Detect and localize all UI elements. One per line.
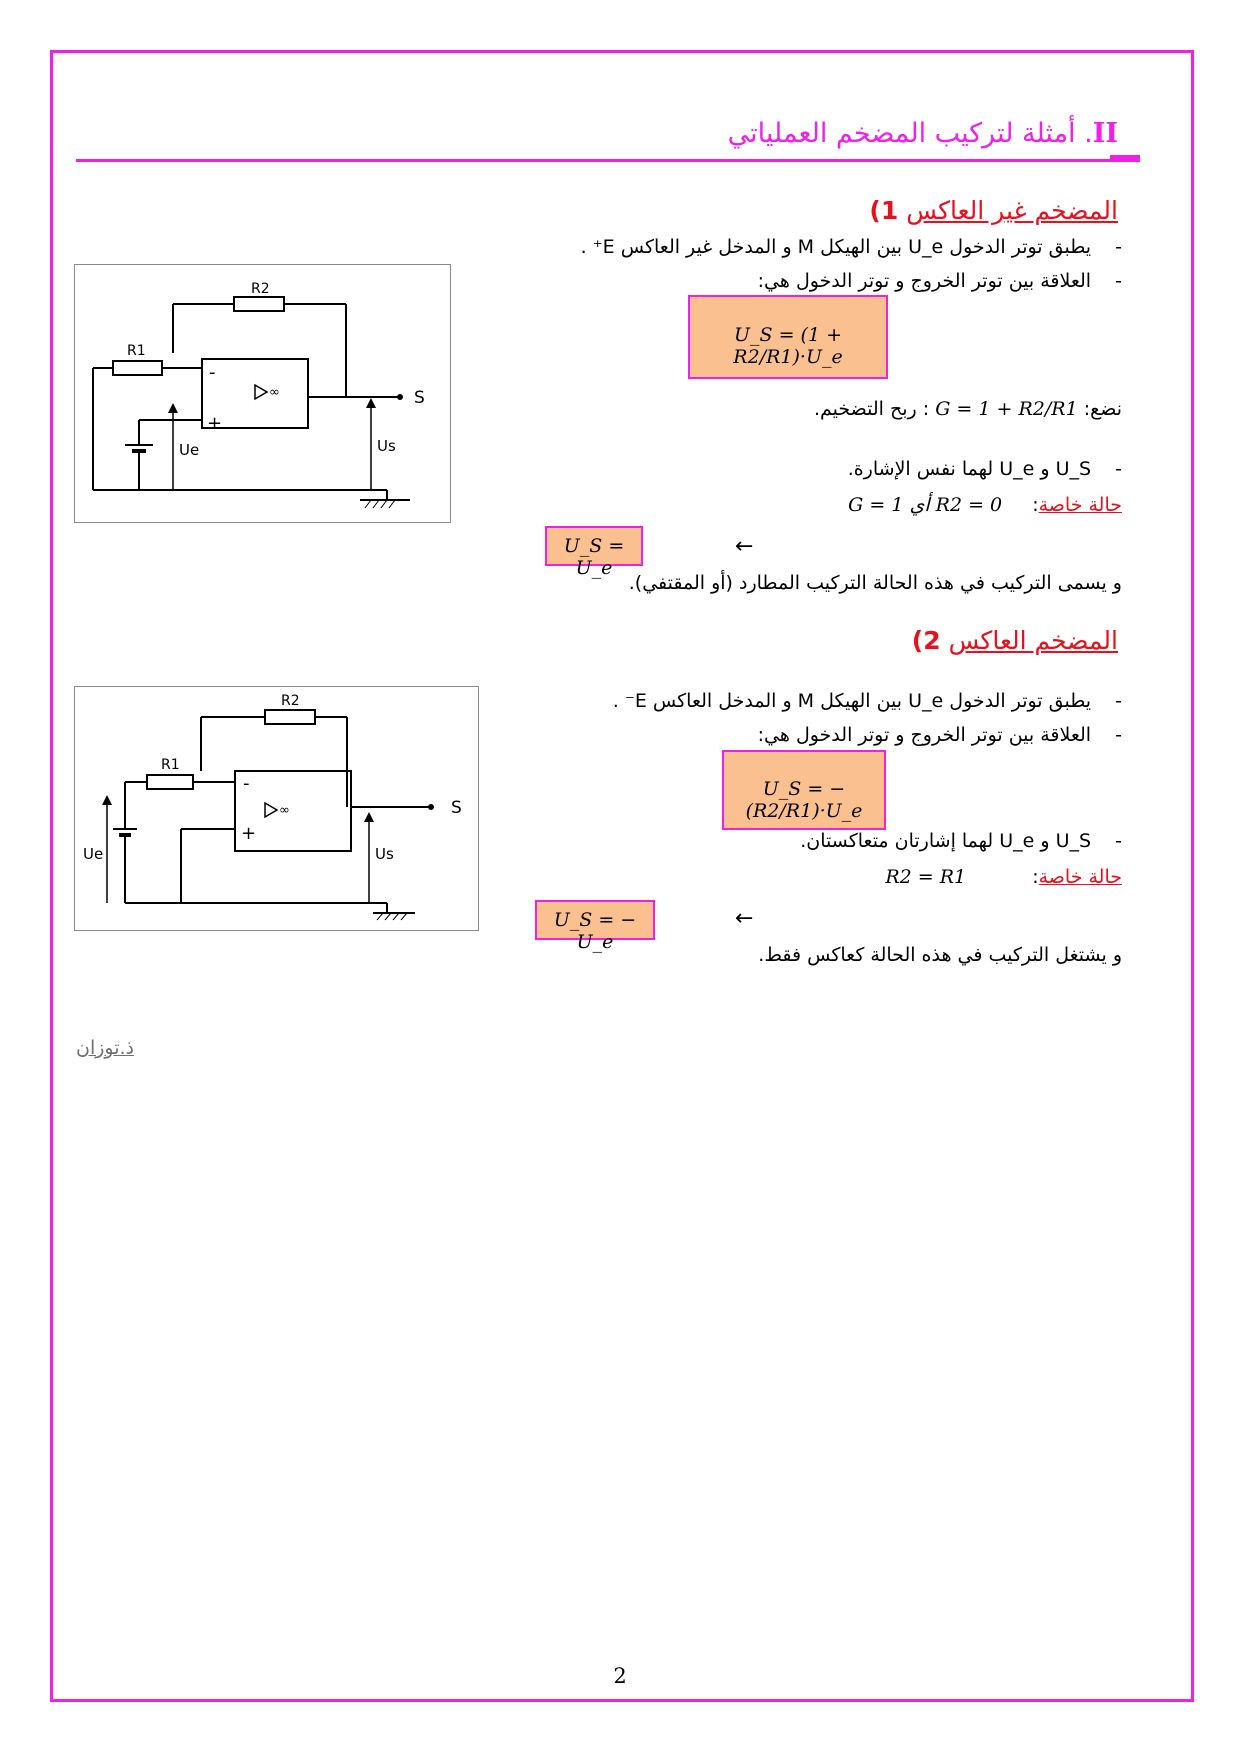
section2-special-text: R2 = R1 [885, 866, 967, 888]
section2-formula: U_S = −(R2/R1)·U_e [745, 778, 863, 822]
section1-arrow: ← [735, 534, 754, 559]
section1-line3: - U_S و U_e لهما نفس الإشارة. [847, 458, 1122, 480]
section1-line2: - العلاقة بين توتر الخروج و توتر الدخول هي: [757, 270, 1122, 292]
section2-line4 [758, 944, 1122, 966]
author-link[interactable] [76, 1037, 134, 1059]
section1-special-label: حالة خاصة [1038, 494, 1122, 516]
section1-line1: - يطبق توتر الدخول U_e بين الهيكل M و المدخل غير العاكس E⁺ . [580, 236, 1122, 258]
section2-line2: - العلاقة بين توتر الخروج و توتر الدخول هي: [757, 724, 1122, 746]
section1-gain-formula: G = 1 + R2/R1 [935, 398, 1078, 420]
r2-label: R2 [281, 693, 300, 709]
section2-line3-text: U_S و U_e لهما إشارتان متعاكستان. [800, 830, 1092, 852]
infinity-sign: ∞ [279, 803, 290, 818]
infinity-sign: ∞ [269, 385, 280, 400]
section1-result: U_S = U_e [563, 535, 625, 579]
r1-label: R1 [161, 757, 180, 773]
heading-underline [76, 159, 1140, 162]
section2-line2-text: العلاقة بين توتر الخروج و توتر الدخول هي: [757, 724, 1092, 746]
section1-special-text: R2 = 0 أي G = 1 [848, 494, 1003, 516]
section1-number: 1) [869, 196, 899, 225]
us-label: Us [377, 437, 396, 455]
section2-heading [912, 626, 1118, 655]
section2-line1: - يطبق توتر الدخول U_e بين الهيكل M و المدخل العاكس E⁻ . [612, 690, 1122, 712]
section1-heading [869, 196, 1118, 225]
section2-result-box [535, 900, 655, 953]
section1-gain-line [814, 398, 1122, 420]
section1-line1-text: يطبق توتر الدخول U_e بين الهيكل M و المدخل غير العاكس E⁺ . [580, 236, 1092, 258]
section2-line1-text: يطبق توتر الدخول U_e بين الهيكل M و المدخل العاكس E⁻ . [612, 690, 1092, 712]
section2-number: 2) [911, 626, 941, 655]
section1-gain-text: : ربح التضخيم. [813, 398, 930, 420]
section1-line3-text: U_S و U_e لهما نفس الإشارة. [847, 458, 1092, 480]
ue-label: Ue [179, 441, 200, 459]
section1-line4-text: و يسمى التركيب في هذه الحالة التركيب المطارد (أو المقتفي). [628, 572, 1122, 594]
non-inverting-circuit-figure [74, 264, 451, 523]
r2-label: R2 [251, 281, 270, 297]
section1-formula-box [688, 295, 888, 379]
plus-sign: + [241, 823, 257, 844]
us-label: Us [375, 845, 394, 863]
section1-line4 [629, 572, 1122, 594]
r1-label: R1 [127, 343, 146, 359]
minus-sign: - [243, 773, 250, 794]
section2-special-label: حالة خاصة [1038, 866, 1122, 888]
inverting-circuit-diagram [75, 687, 478, 930]
minus-sign: - [209, 362, 216, 383]
ue-label: Ue [83, 845, 104, 863]
s-label: S [451, 798, 462, 818]
section-heading: II. أمثلة لتركيب المضخم العملياتي [727, 118, 1118, 149]
heading-title: أمثلة لتركيب المضخم العملياتي [727, 118, 1076, 149]
section2-formula-box [722, 750, 886, 830]
section1-gain-label: نضع: [1083, 398, 1122, 420]
section2-line4-text: و يشتغل التركيب في هذه الحالة كعاكس فقط. [758, 944, 1122, 966]
section2-result: U_S = − U_e [553, 909, 637, 953]
section2-line3: - U_S و U_e لهما إشارتان متعاكستان. [800, 830, 1122, 852]
section1-title: المضخم غير العاكس [906, 196, 1118, 225]
roman-numeral: II [1092, 118, 1118, 149]
section1-result-box [545, 526, 643, 579]
section2-special-line: حالة خاصة: R2 = R1 [885, 866, 1122, 888]
section1-special-line: حالة خاصة: R2 = 0 أي G = 1 [848, 494, 1122, 516]
page-number: 2 [613, 1664, 627, 1688]
section1-formula: U_S = (1 + R2/R1)·U_e [733, 324, 843, 368]
section2-title: المضخم العاكس [948, 626, 1118, 655]
non-inverting-circuit-diagram [75, 265, 450, 522]
s-label: S [414, 388, 425, 408]
section1-line2-text: العلاقة بين توتر الخروج و توتر الدخول هي: [757, 270, 1092, 292]
heading-underline-tab [1110, 155, 1140, 162]
section2-arrow: ← [735, 906, 754, 931]
author-name: ذ.توزان [76, 1037, 135, 1059]
plus-sign: + [207, 413, 223, 434]
inverting-circuit-figure [74, 686, 479, 931]
